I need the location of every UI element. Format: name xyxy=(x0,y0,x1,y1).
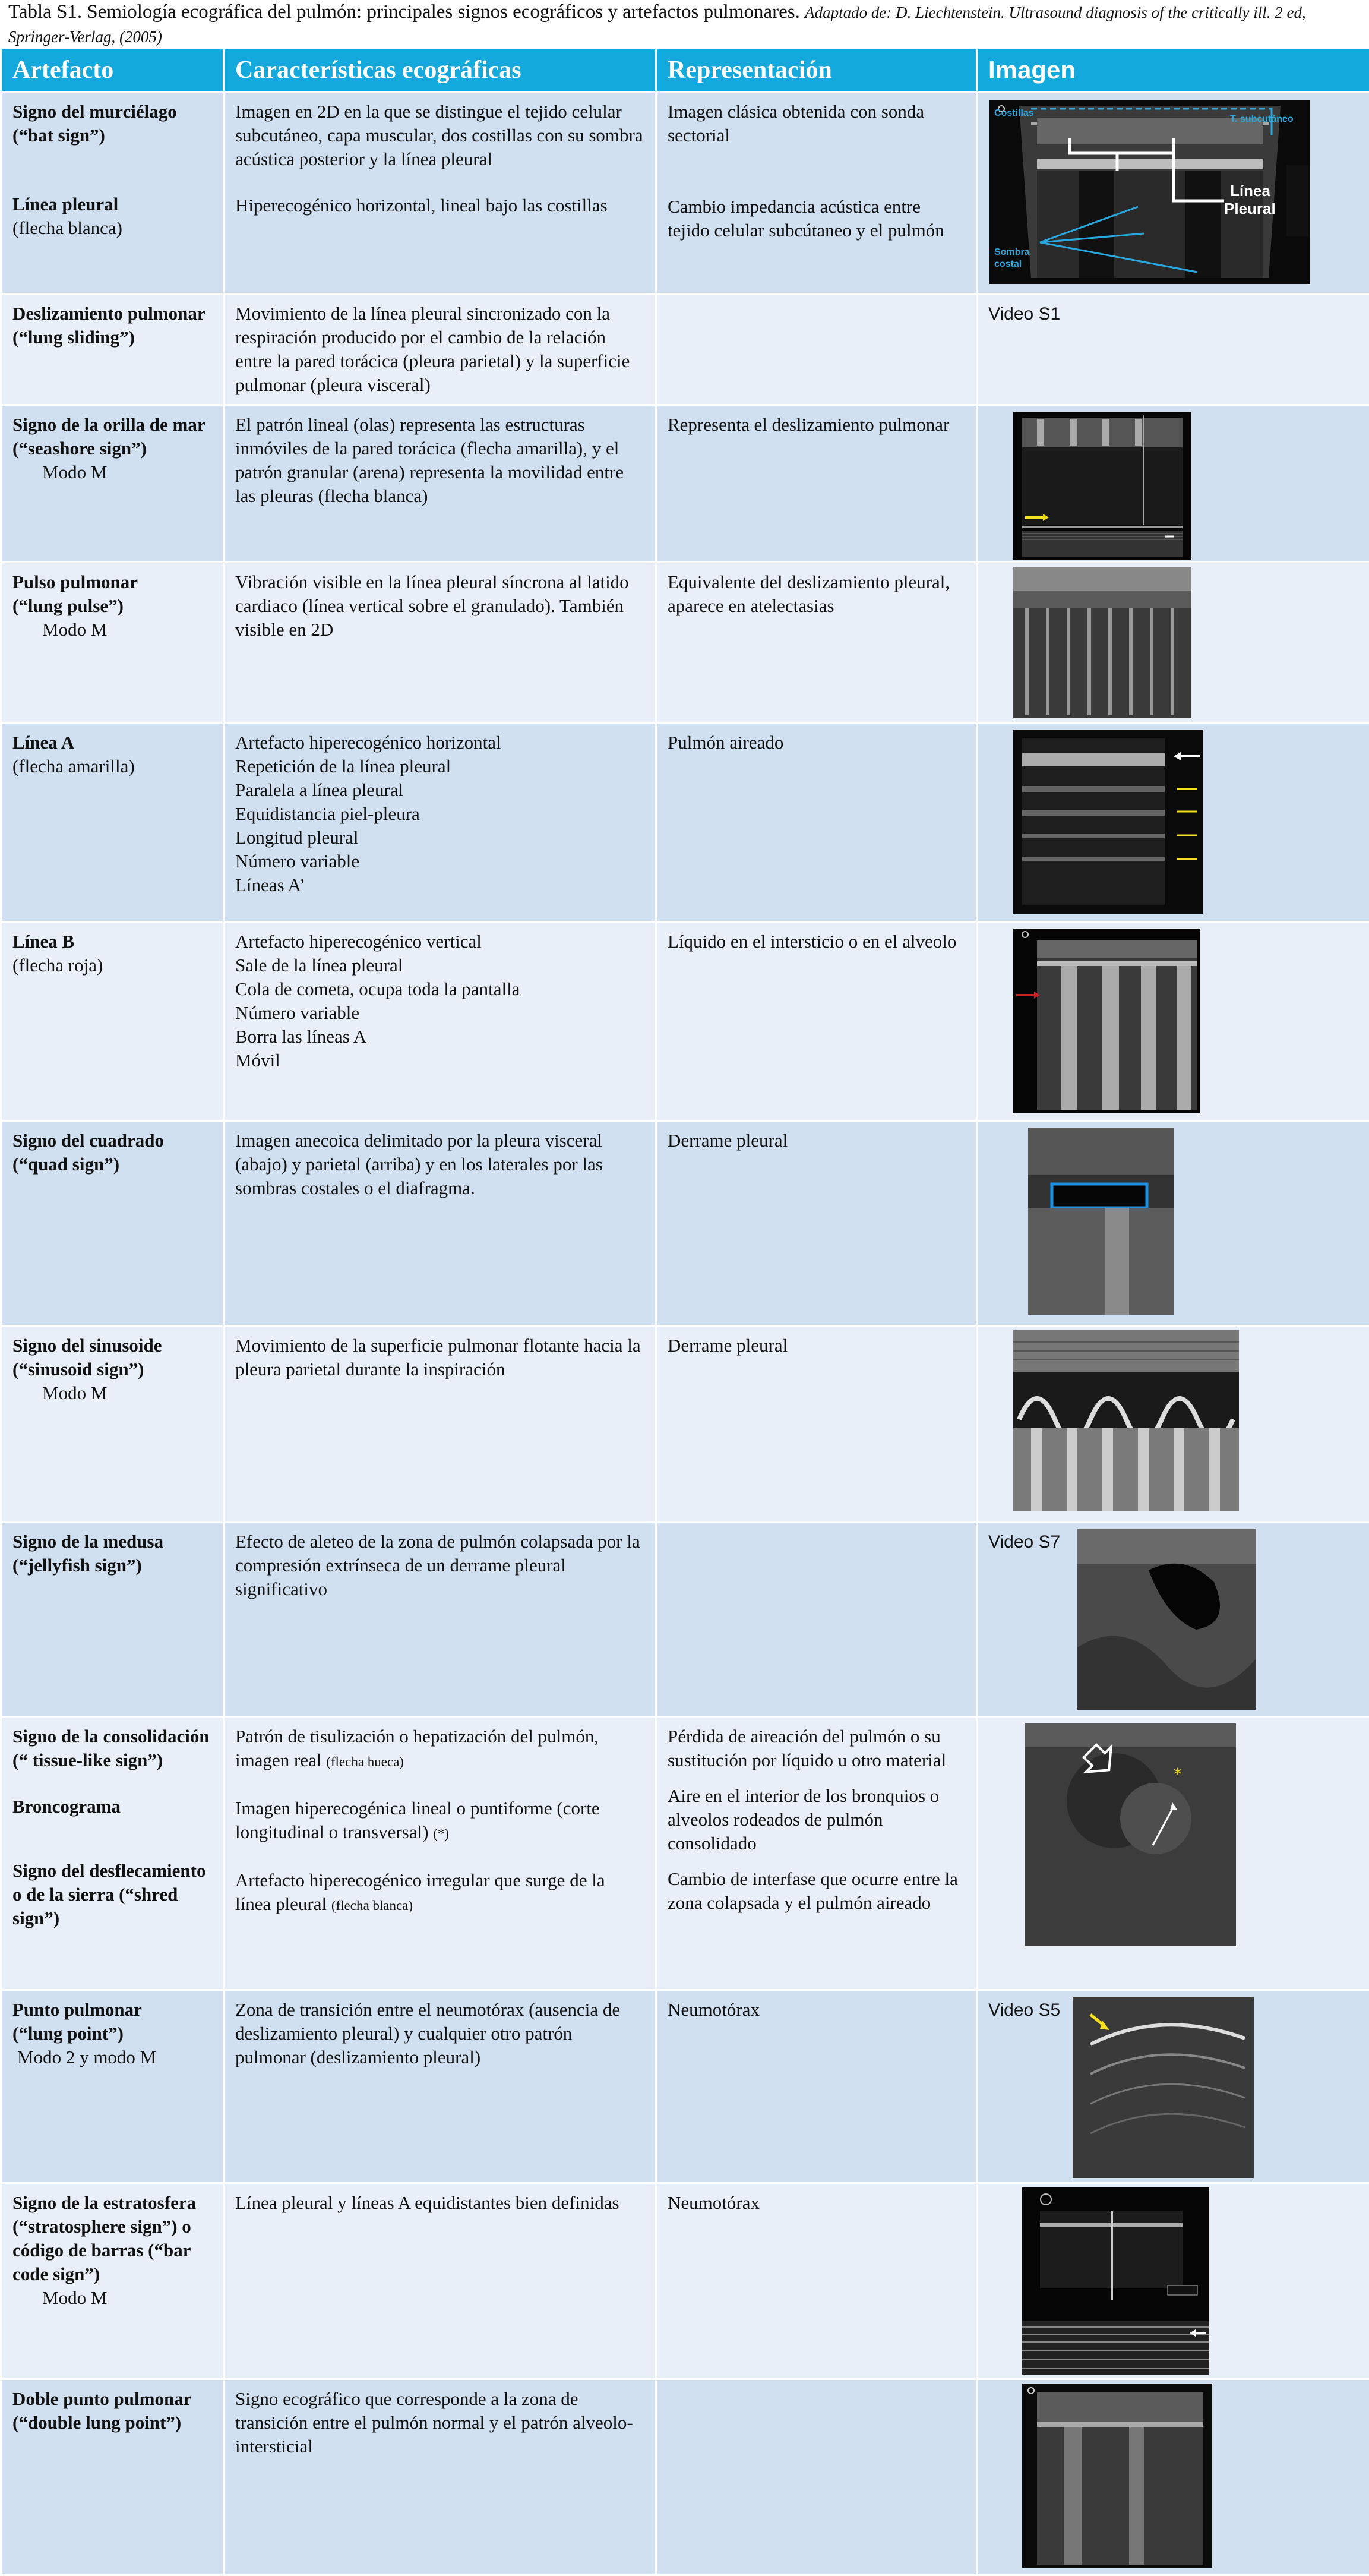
artefact-name: Línea B xyxy=(12,931,74,952)
table-header-row xyxy=(1,49,1369,92)
header-artefacto: Artefacto xyxy=(1,49,224,92)
artefact-alias: (“seashore sign”) xyxy=(12,438,147,459)
ultrasound-image-quad-sign xyxy=(1028,1128,1174,1315)
feature-line: Borra las líneas A xyxy=(235,1026,366,1047)
cell-imagen xyxy=(977,2183,1369,2379)
cell-caracteristicas xyxy=(224,922,656,1121)
artefact-name: Signo de la medusa xyxy=(12,1531,163,1552)
representation: Pérdida de aireación del pulmón o su sustitución por líquido u otro material xyxy=(668,1726,946,1770)
feature-line: Longitud pleural xyxy=(235,827,358,848)
description-note: (flecha hueca) xyxy=(326,1754,404,1769)
mode-label: Modo M xyxy=(12,2286,212,2310)
ultrasound-image-lung-pulse xyxy=(1013,567,1191,718)
artefact-name: Deslizamiento pulmonar xyxy=(12,303,205,324)
representation: Cambio impedancia acústica entre tejido celular subcútaneo y el pulmón xyxy=(668,196,944,241)
cell-artefacto xyxy=(1,922,224,1121)
table-row xyxy=(1,294,1369,405)
table-row xyxy=(1,563,1369,723)
artefact-alias: (“lung sliding”) xyxy=(12,327,135,348)
cell-imagen xyxy=(977,723,1369,922)
table-row xyxy=(1,405,1369,563)
artefact-alias: (“quad sign”) xyxy=(12,1154,119,1175)
artefact-alias: (“ tissue-like sign”) xyxy=(12,1750,163,1770)
table-row xyxy=(1,1326,1369,1522)
feature-line: Equidistancia piel-pleura xyxy=(235,803,420,824)
mode-label: Modo M xyxy=(12,618,212,642)
cell-caracteristicas xyxy=(224,1717,656,1990)
artefact-name: Signo del murciélago xyxy=(12,101,177,122)
cell-representacion: Líquido en el intersticio o en el alveolo xyxy=(656,922,977,1121)
feature-line: Sale de la línea pleural xyxy=(235,955,403,976)
cell-imagen xyxy=(977,1990,1369,2183)
cell-imagen xyxy=(977,92,1369,294)
table-row xyxy=(1,1121,1369,1326)
cell-representacion xyxy=(656,1717,977,1990)
cell-representacion xyxy=(656,92,977,294)
cell-caracteristicas: Efecto de aleteo de la zona de pulmón colapsada por la compresión extrínseca de un derrame pleural significativo xyxy=(224,1522,656,1717)
cell-caracteristicas xyxy=(224,92,656,294)
ultrasound-image-seashore xyxy=(1013,412,1191,560)
artefact-alias: (“sinusoid sign”) xyxy=(12,1359,144,1379)
artefact-name: Signo de la estratosfera (“stratosphere sign”) o código de barras (“bar code sign”) xyxy=(12,2192,196,2284)
artefact-name: Signo del sinusoide xyxy=(12,1335,162,1356)
ultrasound-image-bat-sign xyxy=(989,100,1310,284)
cell-caracteristicas: Línea pleural y líneas A equidistantes bien definidas xyxy=(224,2183,656,2379)
table-row xyxy=(1,2379,1369,2575)
description: Artefacto hiperecogénico irregular que surge de la línea pleural xyxy=(235,1870,605,1914)
description-note: (*) xyxy=(433,1826,449,1841)
table-row xyxy=(1,1990,1369,2183)
feature-line: Paralela a línea pleural xyxy=(235,779,403,800)
header-caracteristicas: Características ecográficas xyxy=(224,49,656,92)
cell-imagen xyxy=(977,294,1369,405)
feature-line: Número variable xyxy=(235,851,359,872)
description: Hiperecogénico horizontal, lineal bajo las costillas xyxy=(235,195,608,216)
artefact-name: Signo de la orilla de mar xyxy=(12,414,205,435)
video-link[interactable]: Video S1 xyxy=(988,304,1060,324)
artefact-note: (flecha blanca) xyxy=(12,217,122,238)
feature-line: Líneas A’ xyxy=(235,875,305,895)
table-row xyxy=(1,723,1369,922)
ultrasound-image-lung-point xyxy=(1073,1997,1254,2178)
artefact-name: Línea pleural xyxy=(12,194,118,214)
svg-text:*: * xyxy=(1174,1764,1182,1784)
cell-caracteristicas: Imagen anecoica delimitado por la pleura visceral (abajo) y parietal (arriba) y en los laterales por las sombras costales o el diafragma. xyxy=(224,1121,656,1326)
feature-line: Repetición de la línea pleural xyxy=(235,756,451,776)
ultrasound-image-sinusoid xyxy=(1013,1330,1239,1511)
cell-representacion xyxy=(656,1522,977,1717)
artefact-alias: (“bat sign”) xyxy=(12,125,105,146)
cell-artefacto xyxy=(1,723,224,922)
ultrasound-image-jellyfish xyxy=(1077,1529,1256,1710)
table-row xyxy=(1,92,1369,294)
cell-artefacto xyxy=(1,405,224,563)
cell-imagen xyxy=(977,1717,1369,1990)
artefact-name: Broncograma xyxy=(12,1796,121,1817)
table-row xyxy=(1,922,1369,1121)
label-pleural: Pleural xyxy=(1224,200,1276,218)
cell-caracteristicas: Zona de transición entre el neumotórax (ausencia de deslizamiento pleural) y cualquier otro patrón pulmonar (deslizamiento pleural) xyxy=(224,1990,656,2183)
artefact-name: Línea A xyxy=(12,732,74,753)
caption-source: Adaptado de: D. Liechtenstein. Ultrasound diagnosis of the critically ill. 2 ed, Springer-Verlag, (2005) xyxy=(8,4,1306,46)
artefact-name: Pulso pulmonar xyxy=(12,572,138,592)
artefact-name: Doble punto pulmonar xyxy=(12,2388,191,2409)
cell-artefacto xyxy=(1,2183,224,2379)
artefact-name: Signo de la consolidación xyxy=(12,1726,210,1747)
cell-imagen xyxy=(977,563,1369,723)
cell-imagen xyxy=(977,2379,1369,2575)
table-caption xyxy=(8,0,1362,49)
caption-title: Tabla S1. Semiología ecográfica del pulmón: principales signos ecográficos y artefactos pulmonares. xyxy=(8,1,800,23)
cell-caracteristicas: Movimiento de la línea pleural sincronizado con la respiración producido por el cambio de la relación entre la pared torácica (pleura parietal) y la superficie pulmonar (pleura visceral) xyxy=(224,294,656,405)
artefact-name: Punto pulmonar xyxy=(12,1999,142,2020)
mode-label: Modo 2 y modo M xyxy=(12,2047,156,2067)
description: Imagen hiperecogénica lineal o puntiforme (corte longitudinal o transversal) xyxy=(235,1798,600,1842)
label-subcutaneo: T. subcutáneo xyxy=(1230,114,1294,125)
description: Imagen en 2D en la que se distingue el tejido celular subcutáneo, capa muscular, dos costillas con su sombra acústica posterior y la línea pleural xyxy=(235,101,643,169)
cell-artefacto xyxy=(1,294,224,405)
artefact-alias: (“double lung point”) xyxy=(12,2412,181,2433)
artefact-alias: (“lung point”) xyxy=(12,2023,124,2044)
cell-representacion: Derrame pleural xyxy=(656,1121,977,1326)
cell-representacion xyxy=(656,2379,977,2575)
cell-artefacto xyxy=(1,1326,224,1522)
cell-artefacto xyxy=(1,92,224,294)
cell-representacion: Representa el deslizamiento pulmonar xyxy=(656,405,977,563)
ultrasound-image-b-line xyxy=(1013,929,1200,1113)
artefact-name: Signo del desflecamiento o de la sierra (“shred sign”) xyxy=(12,1860,206,1928)
cell-caracteristicas: El patrón lineal (olas) representa las estructuras inmóviles de la pared torácica (flecha amarilla), y el patrón granular (arena) representa la movilidad entre las pleuras (flecha blanca) xyxy=(224,405,656,563)
representation: Aire en el interior de los bronquios o alveolos rodeados de pulmón consolidado xyxy=(668,1785,939,1854)
feature-line: Artefacto hiperecogénico horizontal xyxy=(235,732,501,753)
artefact-note: (flecha amarilla) xyxy=(12,756,135,776)
cell-caracteristicas: Signo ecográfico que corresponde a la zona de transición entre el pulmón normal y el patrón alveolo-intersticial xyxy=(224,2379,656,2575)
cell-artefacto xyxy=(1,1121,224,1326)
cell-imagen xyxy=(977,1121,1369,1326)
ultrasound-image-barcode xyxy=(1022,2187,1209,2375)
cell-imagen xyxy=(977,1326,1369,1522)
cell-artefacto xyxy=(1,563,224,723)
table-row xyxy=(1,1717,1369,1990)
mode-label: Modo M xyxy=(12,1381,212,1405)
cell-representacion: Equivalente del deslizamiento pleural, aparece en atelectasias xyxy=(656,563,977,723)
cell-artefacto xyxy=(1,1990,224,2183)
cell-representacion: Neumotórax xyxy=(656,1990,977,2183)
cell-representacion: Neumotórax xyxy=(656,2183,977,2379)
video-link[interactable]: Video S5 xyxy=(988,2000,1060,2020)
label-linea: Línea xyxy=(1230,182,1270,200)
header-imagen: Imagen xyxy=(977,49,1369,92)
artefact-name: Signo del cuadrado xyxy=(12,1130,164,1151)
ultrasound-signs-table xyxy=(0,48,1369,2576)
cell-representacion: Derrame pleural xyxy=(656,1326,977,1522)
video-link[interactable]: Video S7 xyxy=(988,1532,1060,1552)
feature-line: Móvil xyxy=(235,1050,280,1071)
cell-representacion: Pulmón aireado xyxy=(656,723,977,922)
artefact-alias: (“jellyfish sign”) xyxy=(12,1555,142,1576)
cell-caracteristicas: Vibración visible en la línea pleural síncrona al latido cardiaco (línea vertical sobre el granulado). También visible en 2D xyxy=(224,563,656,723)
feature-line: Número variable xyxy=(235,1002,359,1023)
cell-artefacto xyxy=(1,2379,224,2575)
feature-line: Artefacto hiperecogénico vertical xyxy=(235,931,482,952)
table-row xyxy=(1,2183,1369,2379)
cell-artefacto xyxy=(1,1522,224,1717)
cell-caracteristicas xyxy=(224,723,656,922)
header-representacion: Representación xyxy=(656,49,977,92)
cell-caracteristicas: Movimiento de la superficie pulmonar flotante hacia la pleura parietal durante la inspiración xyxy=(224,1326,656,1522)
label-costal: costal xyxy=(994,259,1022,270)
description: Patrón de tisulización o hepatización del pulmón, imagen real xyxy=(235,1726,599,1770)
artefact-note: (flecha roja) xyxy=(12,955,103,976)
cell-representacion xyxy=(656,294,977,405)
representation: Imagen clásica obtenida con sonda sectorial xyxy=(668,101,924,146)
mode-label: Modo M xyxy=(12,460,212,484)
label-sombra: Sombra xyxy=(994,247,1030,258)
label-costillas: Costillas xyxy=(994,108,1034,119)
representation: Cambio de interfase que ocurre entre la zona colapsada y el pulmón aireado xyxy=(668,1868,958,1913)
ultrasound-image-double-lung-point xyxy=(1022,2384,1212,2568)
description-note: (flecha blanca) xyxy=(331,1898,413,1913)
cell-artefacto xyxy=(1,1717,224,1990)
ultrasound-image-consolidation xyxy=(1025,1723,1236,1946)
cell-imagen xyxy=(977,922,1369,1121)
table-row xyxy=(1,1522,1369,1717)
ultrasound-image-a-line xyxy=(1013,730,1203,914)
feature-line: Cola de cometa, ocupa toda la pantalla xyxy=(235,978,520,999)
artefact-alias: (“lung pulse”) xyxy=(12,595,124,616)
cell-imagen xyxy=(977,1522,1369,1717)
cell-imagen xyxy=(977,405,1369,563)
